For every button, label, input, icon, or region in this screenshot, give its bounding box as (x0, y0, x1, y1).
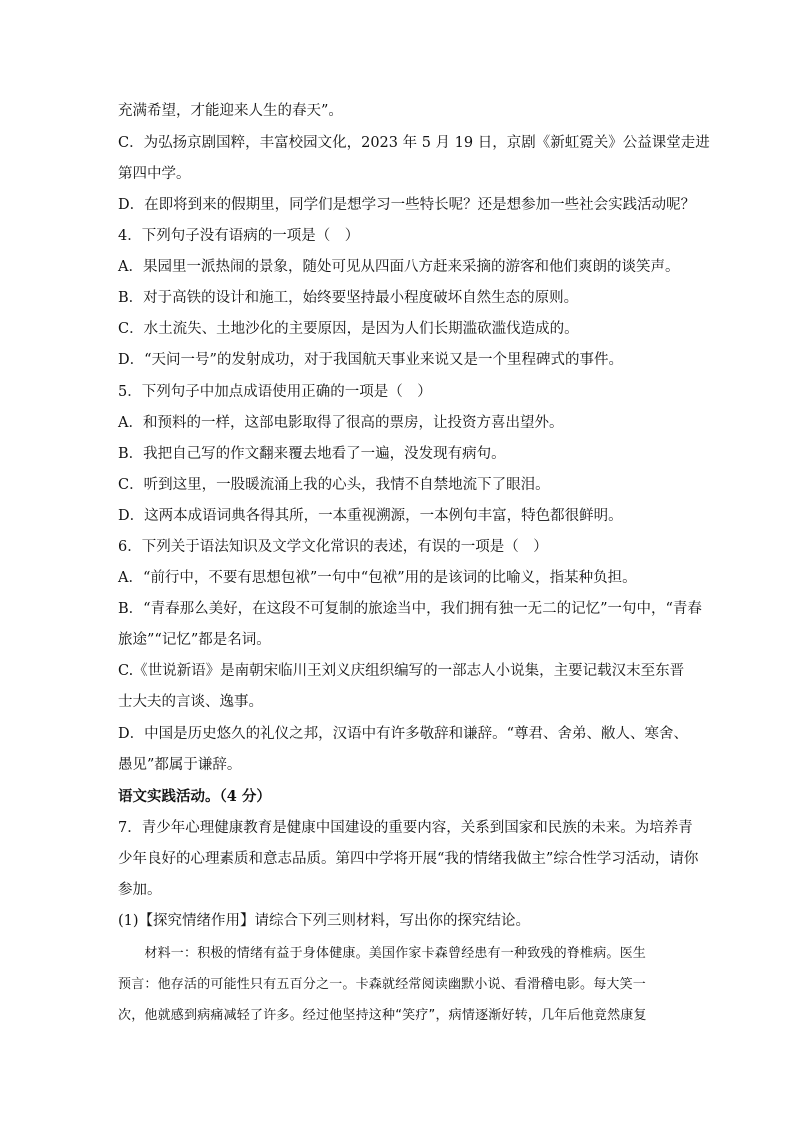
option-d-q3: D．在即将到来的假期里，同学们是想学习一些特长呢？还是想参加一些社会实践活动呢？ (118, 197, 696, 213)
material-line: 次，他就感到病痛减轻了许多。经过他坚持这种“笑疗”，病情逐渐好转，几年后他竟然康复 (118, 1008, 647, 1023)
option-a-q4: A．果园里一派热闹的景象，随处可见从四面八方赶来采摘的游客和他们爽朗的谈笑声。 (118, 259, 680, 275)
option-b-q5: B．我把自己写的作文翻来覆去地看了一遍，没发现有病句。 (118, 446, 506, 462)
option-c-q3: C．为弘扬京剧国粹，丰富校园文化，2023 年 5 月 19 日，京剧《新虹霓关》公益课堂走进 (118, 135, 710, 151)
text-line: 旅途”“记忆”都是名词。 (118, 632, 271, 648)
section-heading: 语文实践活动。（4 分） (118, 788, 271, 805)
question-6: 6．下列关于语法知识及文学文化常识的表述，有误的一项是（ ） (118, 539, 548, 555)
option-c-q5: C．听到这里，一股暖流涌上我的心头，我情不自禁地流下了眼泪。 (118, 477, 550, 493)
text-line: 参加。 (118, 882, 162, 898)
text-line: 充满希望，才能迎来人生的春天”。 (118, 103, 343, 119)
material-line: 材料一：积极的情绪有益于身体健康。美国作家卡森曾经患有一种致残的脊椎病。医生 (118, 946, 647, 961)
option-d-q5: D．这两本成语词典各得其所，一本重视溯源，一本例句丰富，特色都很鲜明。 (118, 508, 623, 524)
option-c-q4: C．水土流失、土地沙化的主要原因，是因为人们长期滥砍滥伐造成的。 (118, 321, 579, 337)
option-b-q6: B．“青春那么美好，在这段不可复制的旅途当中，我们拥有独一无二的记忆”一句中，“青春 (118, 601, 702, 617)
option-a-q5: A．和预料的一样，这部电影取得了很高的票房，让投资方喜出望外。 (118, 415, 564, 431)
option-d-q4: D．“天问一号”的发射成功，对于我国航天事业来说又是一个里程碑式的事件。 (118, 352, 623, 368)
option-d-q6: D．中国是历史悠久的礼仪之邦，汉语中有许多敬辞和谦辞。“尊君、舍弟、敝人、寒舍、 (118, 726, 689, 742)
question-5: 5．下列句子中加点成语使用正确的一项是（ ） (118, 384, 432, 400)
text-line: 愚见”都属于谦辞。 (118, 757, 242, 773)
question-4: 4．下列句子没有语病的一项是（ ） (118, 228, 360, 244)
option-a-q6: A．“前行中，不要有思想包袱”一句中“包袱”用的是该词的比喻义，指某种负担。 (118, 570, 637, 586)
text-line: 少年良好的心理素质和意志品质。第四中学将开展“我的情绪我做主”综合性学习活动，请你 (118, 851, 699, 867)
text-line: 第四中学。 (118, 166, 191, 182)
text-line: 士大夫的言谈、逸事。 (118, 694, 263, 710)
sub-question-1: (1)【探究情绪作用】请综合下列三则材料，写出你的探究结论。 (118, 913, 531, 929)
material-line: 预言：他存活的可能性只有五百分之一。卡森就经常阅读幽默小说、看滑稽电影。每大笑一 (118, 977, 647, 992)
question-7: 7．青少年心理健康教育是健康中国建设的重要内容，关系到国家和民族的未来。为培养青 (118, 820, 693, 836)
option-c-q6: C.《世说新语》是南朝宋临川王刘义庆组织编写的一部志人小说集，主要记载汉末至东晋 (118, 663, 685, 679)
option-b-q4: B．对于高铁的设计和施工，始终要坚持最小程度破坏自然生态的原则。 (118, 290, 579, 306)
